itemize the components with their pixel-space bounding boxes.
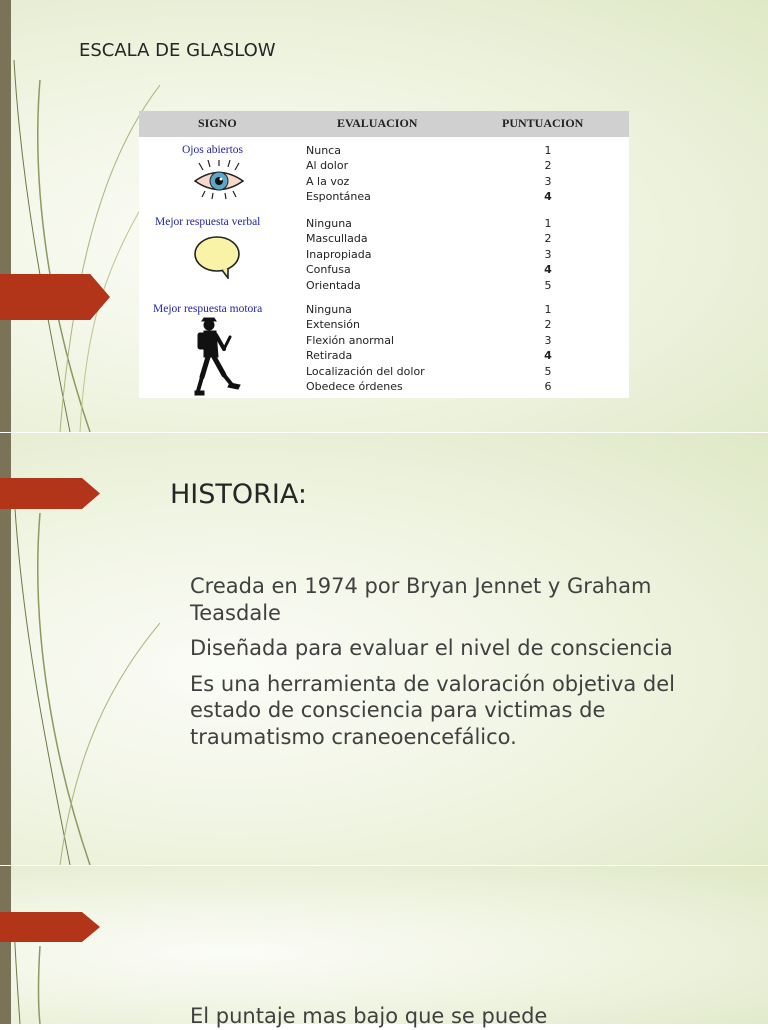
score: 2	[544, 232, 552, 246]
slide-title: HISTORIA:	[170, 479, 307, 510]
eval-item: Extensión	[306, 318, 361, 332]
score: 3	[544, 333, 552, 347]
score: 6	[544, 380, 552, 394]
eval-list-verbal	[306, 216, 371, 293]
eval-item: Nunca	[306, 144, 341, 157]
accent-arrow	[0, 912, 100, 942]
header-signo: SIGNO	[198, 116, 237, 130]
score-list-ojos	[541, 143, 555, 205]
eval-item: Inapropiada	[306, 247, 372, 261]
header-puntuacion: PUNTUACION	[502, 116, 584, 130]
score-list-verbal	[541, 216, 555, 293]
score-list-motora	[541, 302, 555, 394]
eval-item: Confusa	[306, 263, 351, 277]
score: 1	[544, 303, 552, 316]
eval-item: Flexión anormal	[306, 333, 395, 347]
list-item	[170, 671, 730, 751]
eval-item: Localización del dolor	[306, 364, 425, 378]
bullet-text: Diseñada para evaluar el nivel de consciencia	[190, 636, 673, 660]
sign-ojos-abiertos: Ojos abiertos	[182, 144, 244, 156]
slide-title: ESCALA DE GLASLOW	[79, 40, 276, 61]
eval-item: Orientada	[306, 278, 361, 292]
header-evaluacion: EVALUACION	[337, 116, 418, 130]
score: 3	[544, 247, 552, 261]
table-header	[139, 111, 629, 137]
bullet-text: El puntaje mas bajo que se puede	[190, 1004, 548, 1028]
eval-list-motora	[306, 302, 425, 394]
glasgow-scale-table	[139, 111, 629, 398]
historia-bullet-list	[170, 573, 730, 759]
score: 4	[544, 349, 552, 363]
sign-respuesta-motora: Mejor respuesta motora	[153, 303, 263, 315]
slide3-bullet-list	[170, 1003, 730, 1030]
bullet-text: Es una herramienta de valoración objetiva del estado de consciencia para victimas de traumatismo craneoencefálico.	[190, 671, 676, 749]
eval-item: Espontánea	[306, 190, 371, 204]
score: 5	[544, 278, 552, 292]
eval-item: Al dolor	[306, 159, 349, 173]
decorative-curves	[0, 866, 160, 1024]
eval-item: Mascullada	[306, 232, 368, 246]
eval-item: Obedece órdenes	[306, 380, 403, 394]
accent-arrow	[0, 274, 110, 320]
score: 1	[544, 144, 552, 157]
eval-item: A la voz	[306, 174, 350, 188]
accent-arrow	[0, 478, 100, 509]
score: 4	[544, 263, 552, 277]
decorative-curves	[0, 0, 160, 432]
eval-item: Ninguna	[306, 303, 352, 316]
slide-1	[0, 0, 768, 432]
list-item	[170, 1003, 730, 1030]
eval-item: Ninguna	[306, 217, 352, 230]
score: 3	[544, 174, 552, 188]
score: 5	[544, 364, 552, 378]
slide-3	[0, 866, 768, 1024]
score: 2	[544, 318, 552, 332]
eye-icon	[193, 160, 245, 200]
score: 2	[544, 159, 552, 173]
speech-bubble-icon	[192, 235, 242, 279]
score: 1	[544, 217, 552, 230]
list-item	[170, 635, 730, 662]
bullet-text: Creada en 1974 por Bryan Jennet y Graham Teasdale	[190, 574, 652, 625]
walking-person-icon	[194, 317, 242, 397]
eval-list-ojos	[306, 143, 371, 205]
score-max: 4	[544, 190, 552, 204]
sign-respuesta-verbal: Mejor respuesta verbal	[155, 216, 261, 228]
list-item	[170, 573, 730, 626]
eval-item: Retirada	[306, 349, 353, 363]
